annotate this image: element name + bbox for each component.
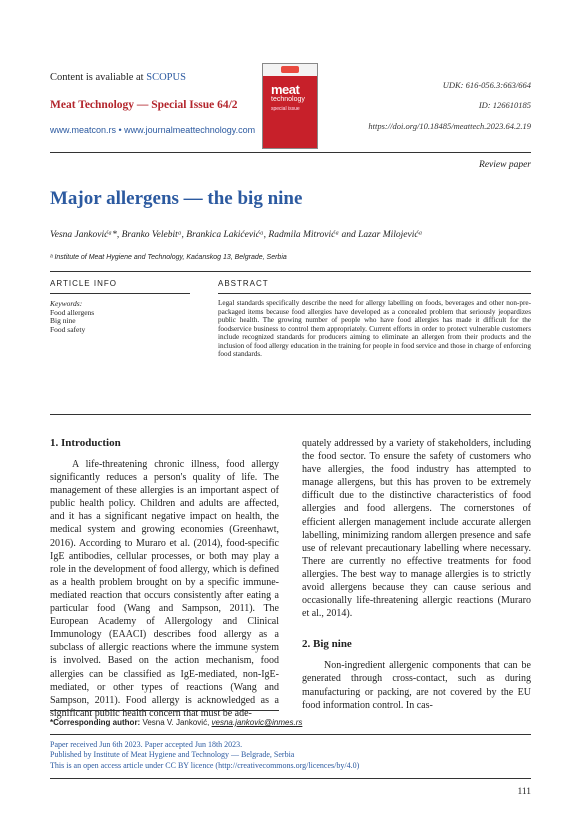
corresponding-email[interactable]: vesna.jankovic@inmes.rs xyxy=(211,718,303,727)
availability-line xyxy=(50,72,186,83)
journal-websites[interactable]: www.meatcon.rs • www.journalmeattechnology.com xyxy=(50,125,256,135)
info-top-divider xyxy=(50,271,531,272)
publication-info xyxy=(50,740,359,771)
keyword-item: Big nine xyxy=(50,316,76,326)
published-line: Published by Institute of Meat Hygiene and Technology — Belgrade, Serbia xyxy=(50,750,295,760)
availability-text: Content is avaliable at xyxy=(50,72,147,83)
affiliation: ᵃ Institute of Meat Hygiene and Technology, Kaćanskog 13, Belgrade, Serbia xyxy=(50,254,287,261)
intro-paragraph-continued: quately addressed by a variety of stakeholders, including the food sector. To ensure the safety of customers who have allergies, the food industry has attempted to manage allergens, but this has proven to be extremely difficult due to the distinctive characteristics of food allergies and food allergens. The cornerstones of efficient allergen management include accurate allergen labelling, minimizing random allergen presence and safe use of relevant precautionary labelling where necessary. There are currently no effective treatments for food allergies. The best way to manage allergies is to strictly avoid allergens because they can cause serious and occasionally life-threatening allergic reactions (Muraro et al., 2014). xyxy=(302,438,531,620)
journal-cover-image xyxy=(262,63,318,149)
page-bottom-divider xyxy=(50,778,531,779)
keyword-item: Food safety xyxy=(50,324,86,334)
abstract-bottom-divider xyxy=(50,414,531,415)
udk-code: UDK: 616-056.3:663/664 xyxy=(442,80,531,90)
page-number: 111 xyxy=(517,787,531,797)
corresponding-label: *Corresponding author: xyxy=(50,718,141,727)
section2-paragraph: Non-ingredient allergenic components that can be generated through cross-contact, such as during manufacturing or packing, are not covered by the EU food information control. In cas- xyxy=(302,660,531,711)
right-column xyxy=(302,437,531,712)
footnote-divider xyxy=(50,710,279,711)
author-list: Vesna Jankovićᵃ*, Branko Velebitᵃ, Brankica Lakićevićᵃ, Radmila Mitrovićᵃ and Lazar Milojevićᵃ xyxy=(50,230,423,240)
corresponding-name: Vesna V. Janković, xyxy=(140,718,212,727)
section2-heading: 2. Big nine xyxy=(302,638,352,651)
abstract-label: ABSTRACT xyxy=(218,279,269,288)
license-line[interactable]: This is an open access article under CC BY licence (http://creativecommons.org/licences/by/4.0) xyxy=(50,760,360,770)
cover-issue: special issue xyxy=(271,106,300,112)
corresponding-author xyxy=(50,718,302,727)
cover-word: meat xyxy=(271,82,300,97)
intro-paragraph: A life-threatening chronic illness, food allergy significantly reduces a person's quality of life. The management of these allergies is an important aspect of public health policy. Children and adults are affected, and it has a significant negative impact on health, the medical system and growing economies (Greenhawt, 2016). According to Muraro et al. (2014), food-specific IgE antibodies, cellular processes, or both may play a role in the development of food allergy, which is defined as a health problem brought on by a specific immune-mediated reaction that occurs consistently after eating a particular food (Wang and Sampson, 2011). The European Academy of Allergology and Clinical Immunology (EAACI) describes food allergy as a subclass of allergic reactions where the immune system is involved. Based on the action mechanism, food allergies can be classified as IgE-mediated, non-IgE-mediated, or other types of reactions (Wang and Sampson, 2011). Food allergy is acknowledged as a significant public health concern that must be ade- xyxy=(50,459,279,719)
keyword-item: Food allergens xyxy=(50,307,95,317)
cover-sub: technology xyxy=(271,96,305,103)
article-id: ID: 126610185 xyxy=(478,100,531,110)
abstract-text: Legal standards specifically describe the need for allergy labelling on foods, beverages and other non-pre-packaged items because food allergies have developed as a concealed problem that seriously jeopardizes public health. The growing number of people who have food allergies has made it difficult for the foodservice business to control them appropriately. Current efforts in order to protect vulnerable customers include recognized standards for producers aiming to eliminate an allergen from their products and the inclusion of food allergy education in the training for people in food service and those in charge of enforcing food standards. xyxy=(218,299,531,359)
received-line: Paper received Jun 6th 2023. Paper accepted Jun 18th 2023. xyxy=(50,740,243,749)
cover-logo-icon xyxy=(281,66,299,73)
left-column xyxy=(50,437,279,720)
paper-type: Review paper xyxy=(479,160,531,170)
keywords-block xyxy=(50,300,94,334)
header-divider xyxy=(50,152,531,153)
info-divider xyxy=(50,293,190,294)
article-info-label: ARTICLE INFO xyxy=(50,279,117,288)
paper-title: Major allergens — the big nine xyxy=(50,188,303,209)
scopus-link[interactable]: SCOPUS xyxy=(146,72,186,83)
journal-title: Meat Technology — Special Issue 64/2 xyxy=(50,99,238,111)
abstract-divider xyxy=(218,293,531,294)
keywords-label: Keywords: xyxy=(50,299,83,308)
intro-heading: 1. Introduction xyxy=(50,437,121,449)
footer-divider xyxy=(50,734,531,735)
doi-link[interactable]: https://doi.org/10.18485/meattech.2023.64.2.19 xyxy=(368,121,531,131)
